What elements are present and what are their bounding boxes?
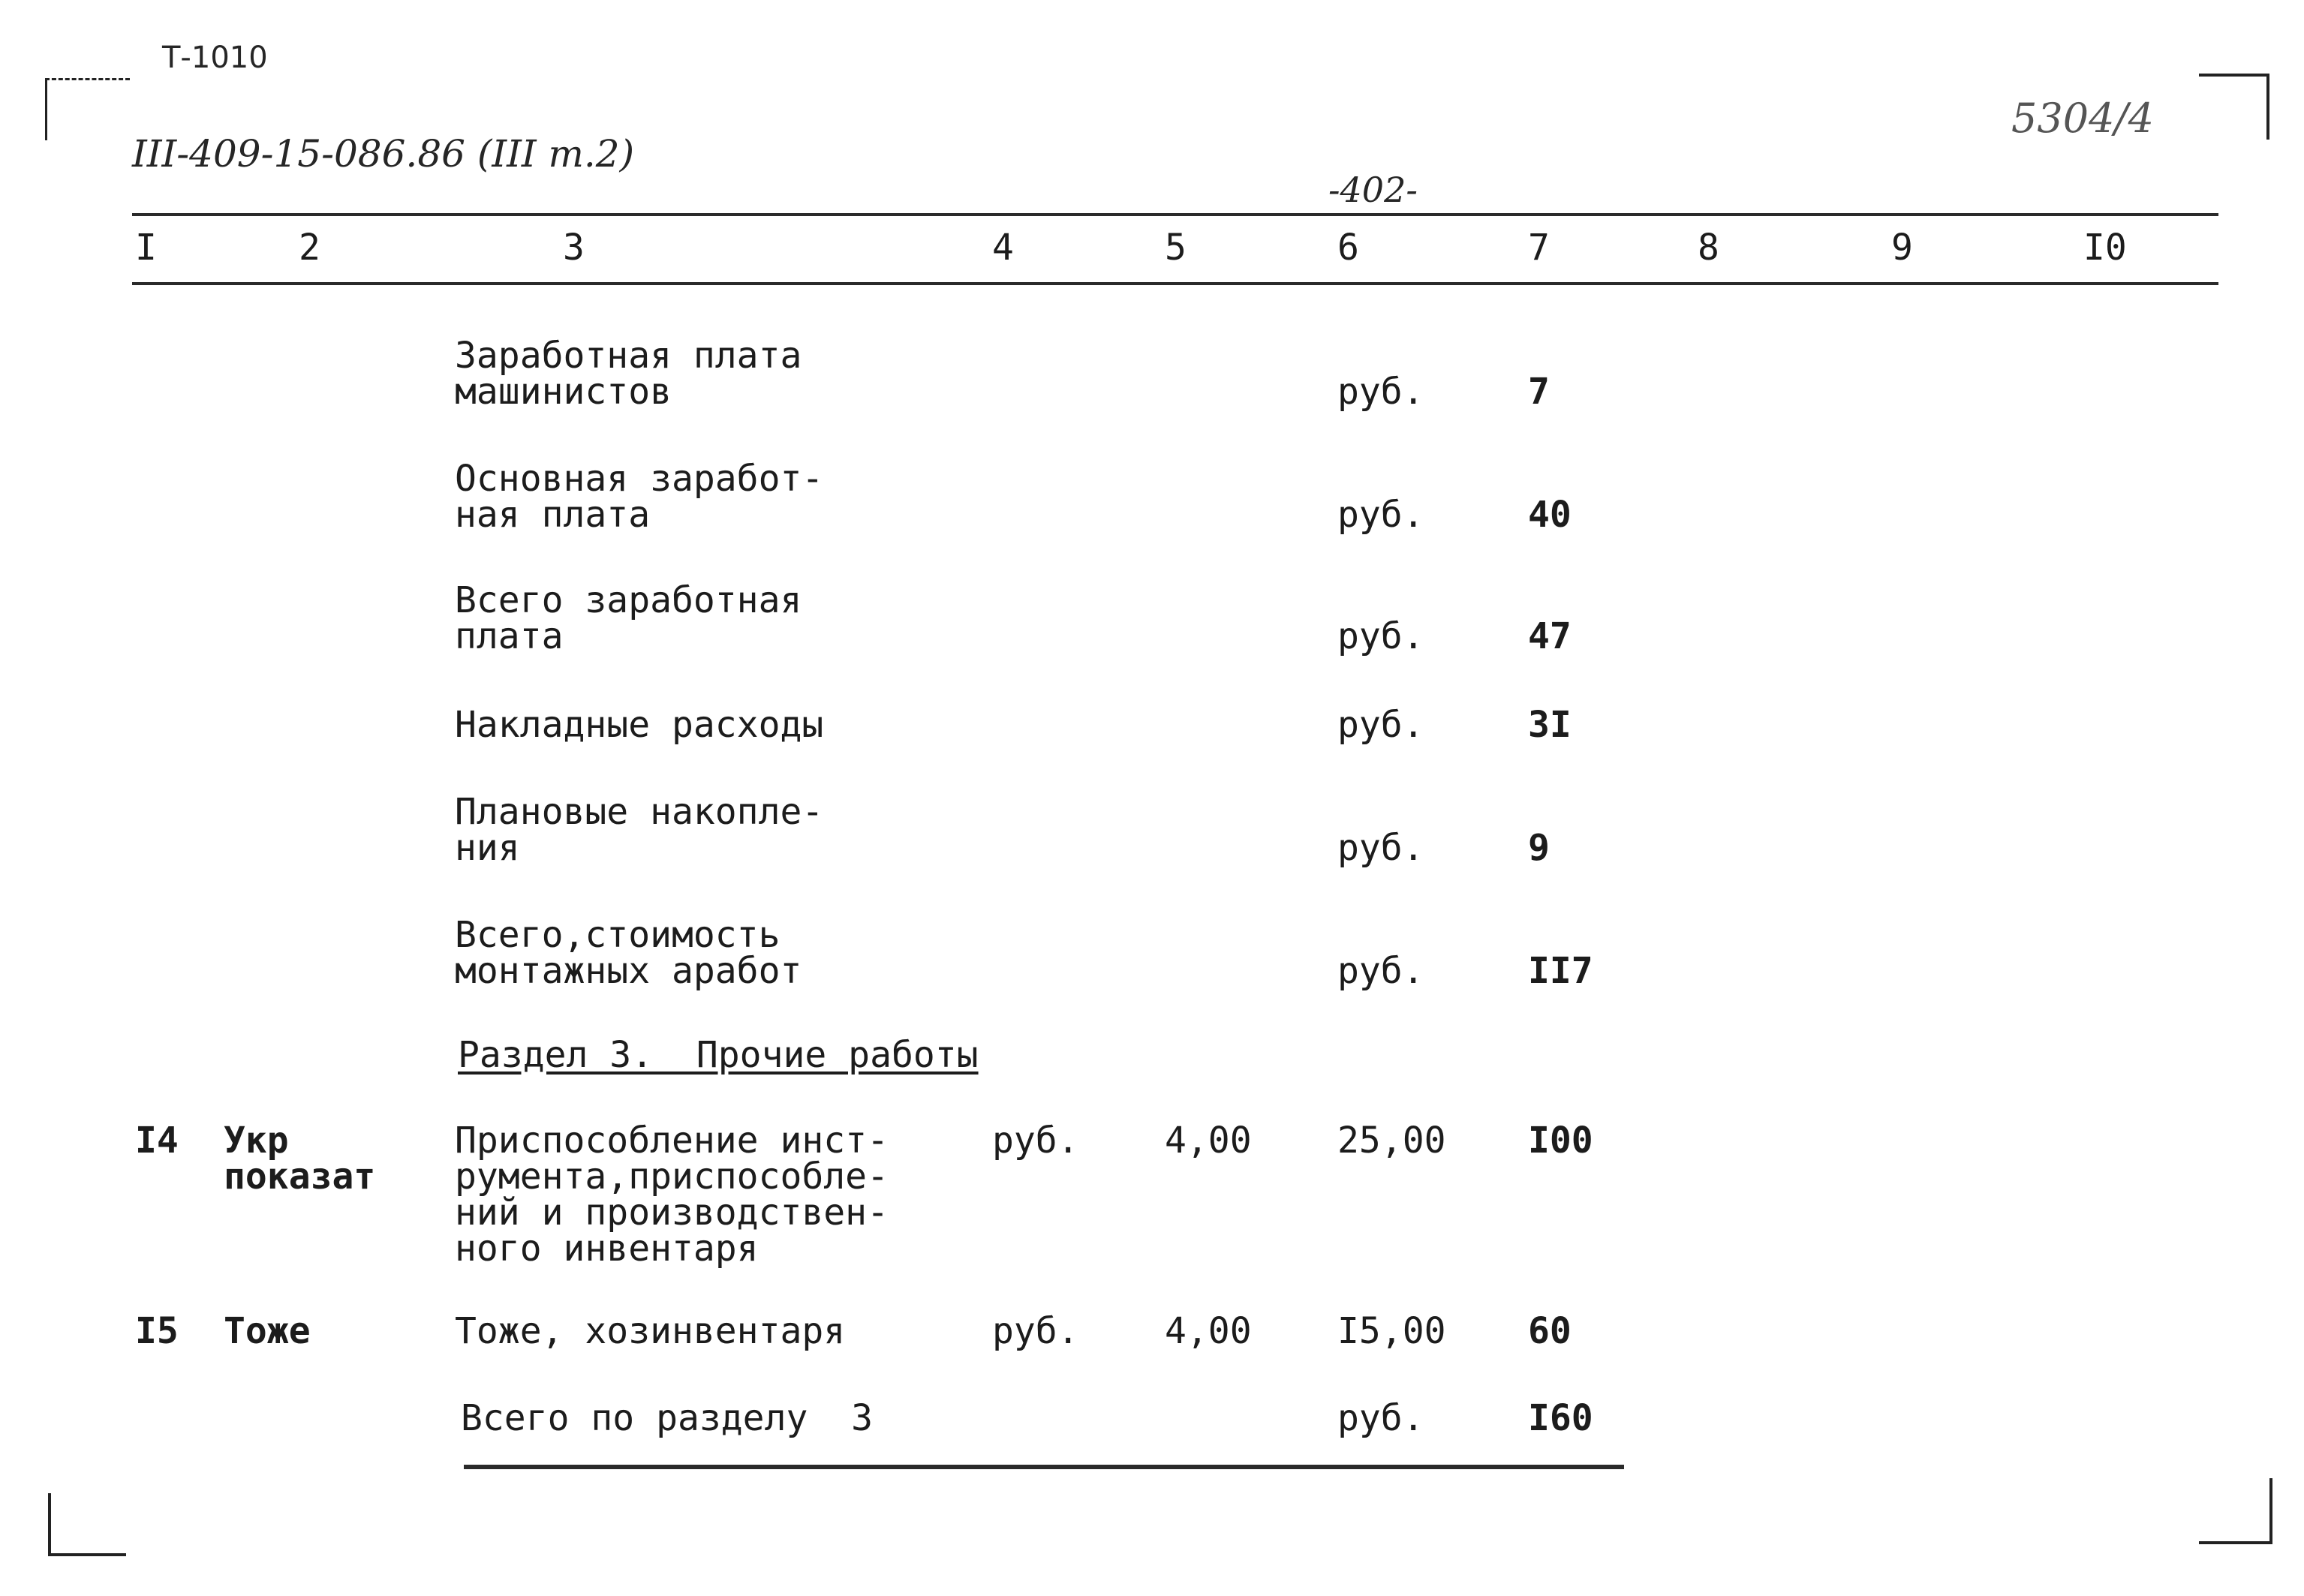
section-total-rule xyxy=(464,1465,1624,1469)
row-unit-overhead: руб. xyxy=(1337,704,1424,746)
page-number: -402- xyxy=(1328,170,1418,210)
corner-mark-bottom-left xyxy=(48,1493,126,1556)
row-label-machinist-wages: Заработная плата машинистов xyxy=(455,335,802,413)
item-total-14: I00 xyxy=(1528,1120,1593,1162)
section-title: Раздел 3. Прочие работы xyxy=(458,1034,979,1076)
row-label-planned-savings: Плановые накопле- ния xyxy=(455,791,824,869)
row-label-base-wages: Основная заработ- ная плата xyxy=(455,458,824,536)
header-rule-top xyxy=(132,213,2218,216)
archive-number: 5304/4 xyxy=(2011,95,2154,142)
row-unit-planned-savings: руб. xyxy=(1337,827,1424,869)
item-qty-14: 4,00 xyxy=(1165,1120,1252,1162)
row-value-total-wages: 47 xyxy=(1528,615,1572,657)
column-header-6: 6 xyxy=(1337,227,1359,269)
item-unit-15: руб. xyxy=(992,1310,1079,1352)
item-name-15: Тоже, хозинвентаря xyxy=(455,1310,846,1352)
item-total-15: 60 xyxy=(1528,1310,1572,1352)
row-unit-machinist-wages: руб. xyxy=(1337,371,1424,413)
column-header-4: 4 xyxy=(992,227,1014,269)
section-total-value: I60 xyxy=(1528,1397,1593,1439)
row-unit-total-installation-cost: руб. xyxy=(1337,950,1424,992)
row-label-total-wages: Всего заработная плата xyxy=(455,579,802,657)
row-value-machinist-wages: 7 xyxy=(1528,371,1550,413)
corner-mark-bottom-right xyxy=(2199,1478,2272,1544)
item-unit-14: руб. xyxy=(992,1120,1079,1162)
item-basis-15: Тоже xyxy=(224,1310,311,1352)
row-label-overhead: Накладные расходы xyxy=(455,704,824,746)
item-number-15: I5 xyxy=(135,1310,179,1352)
row-value-planned-savings: 9 xyxy=(1528,827,1550,869)
column-header-9: 9 xyxy=(1891,227,1913,269)
row-unit-base-wages: руб. xyxy=(1337,494,1424,536)
column-header-7: 7 xyxy=(1528,227,1550,269)
section-total-unit: руб. xyxy=(1337,1397,1424,1439)
item-name-14: Приспособление инст- румента,приспособле- ний и производствен- ного инвентаря xyxy=(455,1120,889,1270)
item-basis-14: Укр показат xyxy=(224,1120,376,1198)
column-header-5: 5 xyxy=(1165,227,1187,269)
item-number-14: I4 xyxy=(135,1120,179,1162)
column-header-8: 8 xyxy=(1698,227,1719,269)
row-label-total-installation-cost: Всего,стоимость монтажных аработ xyxy=(455,914,802,992)
project-code: III-409-15-086.86 (III т.2) xyxy=(132,132,635,176)
item-price-14: 25,00 xyxy=(1337,1120,1446,1162)
header-rule-bottom xyxy=(132,282,2218,285)
column-header-10: I0 xyxy=(2083,227,2127,269)
row-unit-total-wages: руб. xyxy=(1337,615,1424,657)
document-stamp: Т-1010 xyxy=(162,41,268,75)
item-price-15: I5,00 xyxy=(1337,1310,1446,1352)
corner-mark-top-right xyxy=(2199,74,2269,140)
column-header-2: 2 xyxy=(299,227,320,269)
row-value-base-wages: 40 xyxy=(1528,494,1572,536)
column-header-1: I xyxy=(135,227,157,269)
corner-mark-top-left xyxy=(45,78,130,140)
section-total-label: Всего по разделу 3 xyxy=(461,1397,874,1439)
row-value-overhead: 3I xyxy=(1528,704,1572,746)
column-header-3: 3 xyxy=(563,227,585,269)
item-qty-15: 4,00 xyxy=(1165,1310,1252,1352)
row-value-total-installation-cost: II7 xyxy=(1528,950,1593,992)
